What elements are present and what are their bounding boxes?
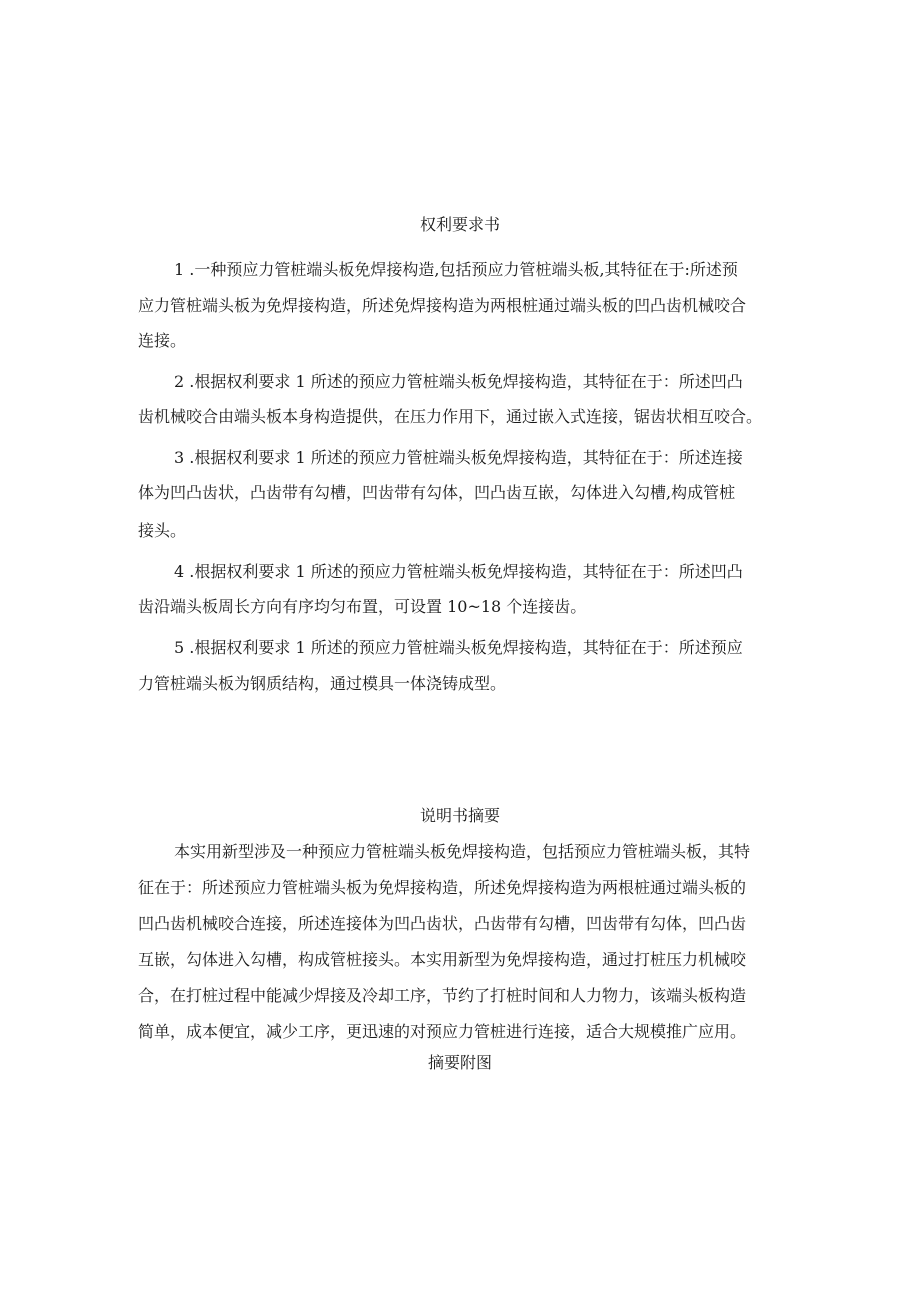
claim-3-line-2: 体为凹凸齿状，凸齿带有勾槽，凹齿带有勾体，凹凸齿互嵌，勾体进入勾槽,构成管桩 (138, 483, 736, 502)
abstract-line-2: 征在于：所述预应力管桩端头板为免焊接构造，所述免焊接构造为两根桩通过端头板的 (138, 878, 747, 897)
abstract-line-1: 本实用新型涉及一种预应力管桩端头板免焊接构造，包括预应力管桩端头板，其特 (174, 842, 751, 861)
claim-5-line-1: 5 .根据权利要求 1 所述的预应力管桩端头板免焊接构造，其特征在于：所述预应 (174, 638, 743, 657)
abstract-line-6: 简单，成本便宜，减少工序，更迅速的对预应力管桩进行连接，适合大规模推广应用。 (138, 1022, 747, 1041)
abstract-figure-caption: 摘要附图 (427, 1053, 492, 1072)
abstract-line-4: 互嵌，勾体进入勾槽，构成管桩接头。本实用新型为免焊接构造，通过打桩压力机械咬 (138, 950, 747, 969)
abstract-title: 说明书摘要 (419, 806, 500, 825)
claim-2-line-1: 2 .根据权利要求 1 所述的预应力管桩端头板免焊接构造，其特征在于：所述凹凸 (174, 372, 743, 391)
abstract-line-3: 凹凸齿机械咬合连接，所述连接体为凹凸齿状，凸齿带有勾槽，凹齿带有勾体，凹凸齿 (138, 914, 747, 933)
claim-3-line-1: 3 .根据权利要求 1 所述的预应力管桩端头板免焊接构造，其特征在于：所述连接 (174, 448, 743, 467)
claim-4-line-1: 4 .根据权利要求 1 所述的预应力管桩端头板免焊接构造，其特征在于：所述凹凸 (174, 562, 743, 581)
claims-title: 权利要求书 (419, 215, 500, 234)
claim-1-line-3: 连接。 (138, 331, 187, 350)
claim-1-line-2: 应力管桩端头板为免焊接构造，所述免焊接构造为两根桩通过端头板的凹凸齿机械咬合 (138, 296, 747, 315)
claim-2-line-2: 齿机械咬合由端头板本身构造提供，在压力作用下，通过嵌入式连接，锯齿状相互咬合。 (138, 407, 763, 426)
claim-4-line-2: 齿沿端头板周长方向有序均匀布置，可设置 10~18 个连接齿。 (138, 597, 587, 616)
claim-1-line-1: 1 .一种预应力管桩端头板免焊接构造,包括预应力管桩端头板,其特征在于:所述预 (174, 260, 738, 279)
abstract-line-5: 合，在打桩过程中能减少焊接及冷却工序，节约了打桩时间和人力物力，该端头板构造 (138, 986, 747, 1005)
claim-5-line-2: 力管桩端头板为钢质结构，通过模具一体浇铸成型。 (138, 674, 507, 693)
claim-3-line-3: 接头。 (138, 521, 187, 540)
